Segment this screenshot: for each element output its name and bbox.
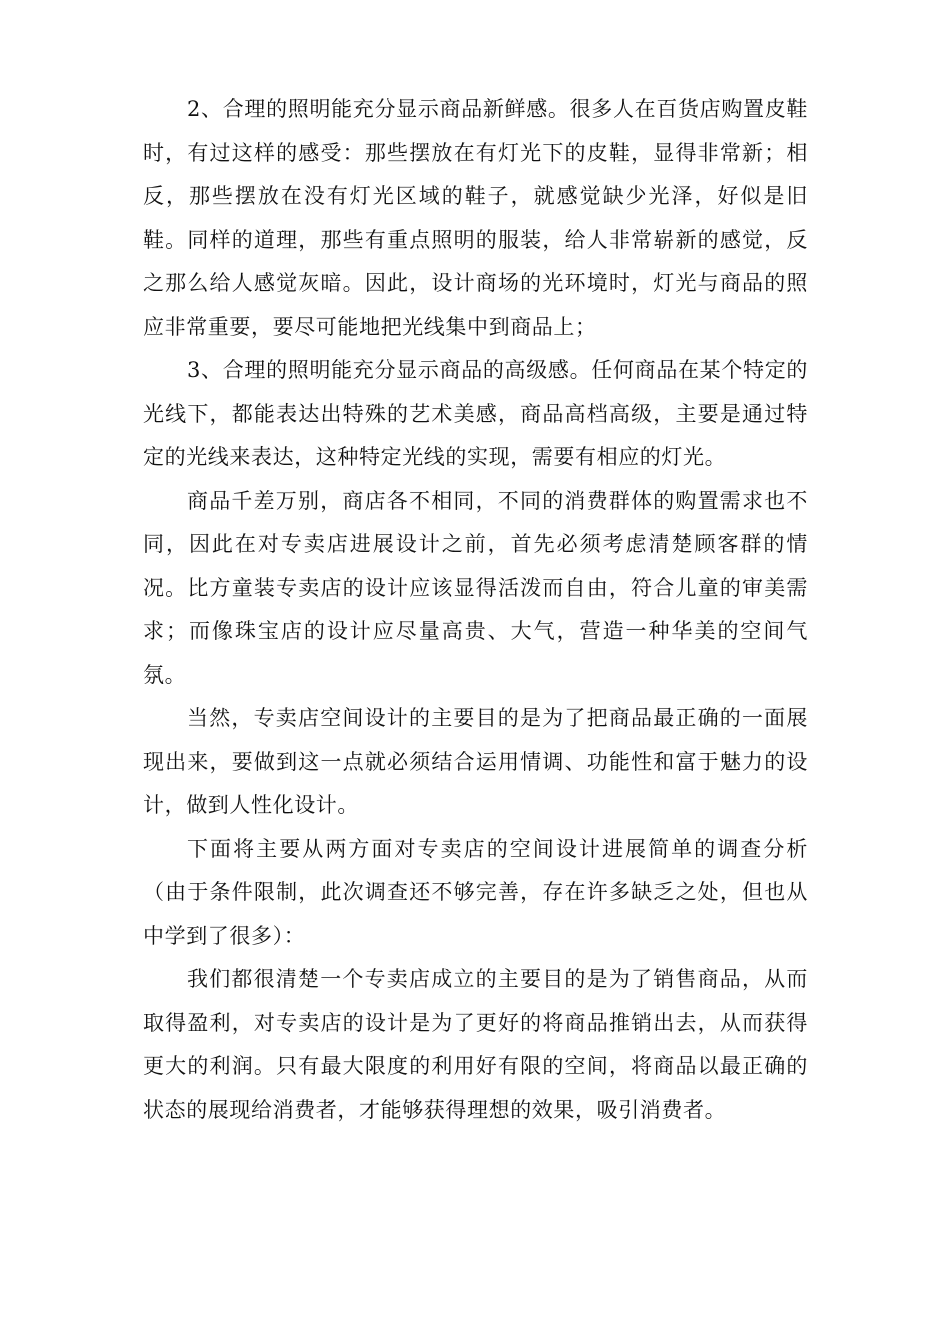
paragraph-customer-groups: 商品千差万别，商店各不相同，不同的消费群体的购置需求也不同，因此在对专卖店进展设计之前，首先必须考虑清楚顾客群的情况。比方童装专卖店的设计应该显得活泼而自由，符合儿童的审美需求；而像珠宝店的设计应尽量高贵、大气，营造一种华美的空间气氛。 [143, 488, 808, 687]
paragraph-lighting-freshness: 2、合理的照明能充分显示商品新鲜感。很多人在百货店购置皮鞋时，有过这样的感受：那些摆放在有灯光下的皮鞋，显得非常新；相反，那些摆放在没有灯光区域的鞋子，就感觉缺少光泽，好似是旧鞋。同样的道理，那些有重点照明的服装，给人非常崭新的感觉，反之那么给人感觉灰暗。因此，设计商场的光环境时，灯光与商品的照应非常重要，要尽可能地把光线集中到商品上； [143, 97, 808, 339]
document-body [143, 88, 808, 1132]
paragraph-survey-intro: 下面将主要从两方面对专卖店的空间设计进展简单的调查分析（由于条件限制，此次调查还不够完善，存在许多缺乏之处，但也从中学到了很多）： [143, 836, 808, 948]
paragraph-design-purpose: 当然，专卖店空间设计的主要目的是为了把商品最正确的一面展现出来，要做到这一点就必须结合运用情调、功能性和富于魅力的设计，做到人性化设计。 [143, 706, 808, 817]
paragraph-store-goal: 我们都很清楚一个专卖店成立的主要目的是为了销售商品，从而取得盈利，对专卖店的设计是为了更好的将商品推销出去，从而获得更大的利润。只有最大限度的利用好有限的空间，将商品以最正确的状态的展现给消费者，才能够获得理想的效果，吸引消费者。 [143, 967, 808, 1122]
paragraph-lighting-premium: 3、合理的照明能充分显示商品的高级感。任何商品在某个特定的光线下，都能表达出特殊的艺术美感，商品高档高级，主要是通过特定的光线来表达，这种特定光线的实现，需要有相应的灯光。 [143, 358, 808, 469]
